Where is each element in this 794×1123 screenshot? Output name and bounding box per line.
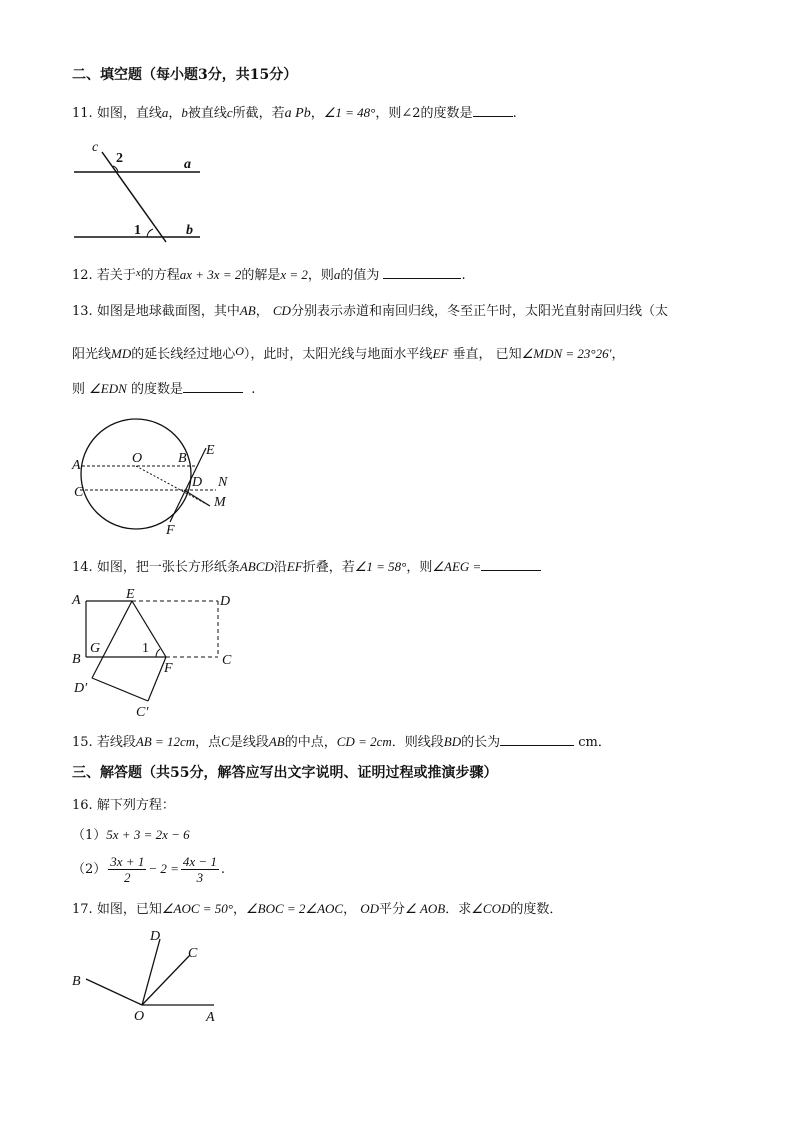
numerator: 3x + 1 [110,854,145,869]
segment-ab-length: AB = 12cm [135,734,196,749]
fold-line-ef: EF [286,559,303,574]
question-text: 折叠，若 [302,560,355,575]
question-text: 若关于 [96,268,136,283]
label-A: A [72,458,81,473]
question-text: 如图，把一张长方形纸条 [96,560,240,575]
question-text: 的长为 [461,735,501,750]
question-end: . [461,268,466,283]
label-O: O [134,1009,145,1024]
angle-boc: ∠BOC = 2∠AOC [246,901,344,916]
var-c: c [226,105,233,120]
label-D: D [220,594,231,609]
label-E: E [206,443,215,458]
question-number: 17. [72,902,93,917]
question-text: 的方程 [140,268,180,283]
question-17 [72,900,562,919]
label-E: E [126,587,135,602]
question-text: 则 [72,382,86,397]
question-text: ．则线段 [391,735,444,750]
label-B: B [72,974,81,989]
solution: x = 2 [280,267,308,282]
question-text: 的中点， [284,735,337,750]
edge-dprime-cprime [92,678,148,701]
segment-cd-length: CD = 2cm [336,734,392,749]
label-angle-2: 2 [116,151,123,166]
label-D-prime: D′ [74,681,88,696]
separator: ， [168,106,182,121]
question-text: ， [611,347,625,362]
point-o: O [235,344,244,358]
segment-md: MD [111,346,132,361]
label-F: F [166,523,175,538]
question-text: ， [255,304,269,319]
question-text: 如图是地球截面图，其中 [96,304,240,319]
angle-given: ∠1 = 48° [323,105,376,120]
equation-middle: − 2 = [148,861,179,876]
label-C-prime: C′ [136,705,149,720]
segment-ef: EF [432,346,449,361]
answer-blank[interactable] [473,104,513,117]
fraction-right [181,854,219,885]
question-text: 所截，若 [232,106,285,121]
segment-bd: BD [443,734,462,749]
edge-ed-prime [92,601,132,678]
question-11 [72,104,517,123]
question-text: 解下列方程： [96,798,175,813]
fold-line-ef [132,601,166,657]
question-text: 的延长线经过地心 [131,347,236,362]
section-title-fill-blank: 二、填空题（每小题3分，共15分） [72,67,298,83]
segment-ab: AB [239,303,256,318]
var-a: a [161,105,169,120]
question-text: 沿 [273,560,287,575]
question-15 [72,733,611,752]
angle-given: ∠MDN = 23°26′ [521,346,612,361]
rectangle-abcd: ABCD [239,559,274,574]
angle-1-arc [147,229,153,237]
question-end: . [251,382,256,397]
sun-ray-md [184,490,210,506]
question-text: 如图，直线 [96,106,162,121]
parallel-expression: a Pb [284,106,311,121]
question-text: 被直线 [187,106,227,121]
question-number: 12. [72,268,93,283]
answer-blank[interactable] [500,733,574,746]
label-F: F [164,661,173,676]
label-D: D [192,475,203,490]
question-text: ，则 [406,560,433,575]
question-14 [72,558,541,577]
question-text: ．求 [445,902,472,917]
label-A: A [72,593,81,608]
var-x: x [135,267,141,279]
label-B: B [72,652,81,667]
label-a: a [184,157,191,172]
label-angle-1: 1 [142,641,149,656]
question-text: 分别表示赤道和南回归线，冬至正午时，太阳光直射南回归线（太 [290,304,668,319]
label-B: B [178,451,187,466]
question-text: 的值为 [340,268,380,283]
equation: 5x + 3 = 2x − 6 [106,827,190,842]
question-text: ，点 [195,735,222,750]
question-16-part-1 [72,826,190,845]
segment-ab: AB [268,734,285,749]
question-text: 的度数是 [130,382,183,397]
question-number: 11. [72,106,93,121]
label-N: N [218,475,228,490]
var-a: a [333,267,341,282]
answer-blank[interactable] [481,558,541,571]
figure-parallel-lines [70,138,210,248]
angle-aoc: ∠AOC = 50° [161,901,233,916]
question-text: 的度数． [510,902,563,917]
question-text: 如图，已知 [96,902,162,917]
question-text: 平分 [379,902,406,917]
question-13-line-1 [72,302,668,321]
question-end: . [512,106,517,121]
label-b: b [186,223,193,238]
numerator: 4x − 1 [182,854,217,869]
question-16 [72,797,175,815]
question-text: 的解是 [241,268,281,283]
angle-given: ∠1 = 58° [354,559,407,574]
label-c: c [92,140,99,155]
question-text: ，则∠2的度数是 [375,106,473,121]
question-end: . [220,862,226,877]
segment-cd: CD [272,303,291,318]
answer-blank[interactable] [183,380,243,393]
question-text: 垂直， 已知 [452,347,522,362]
var-b: b [181,105,188,120]
label-angle-1: 1 [134,223,141,238]
question-number: 15. [72,735,93,750]
denominator: 2 [124,870,131,885]
ray-od: OD [360,901,380,916]
question-number: 14. [72,560,93,575]
question-text: 阳光线 [72,347,112,362]
question-text: 是线段 [229,735,269,750]
unit: cm [578,735,598,750]
label-C: C [222,653,232,668]
angle-cod: ∠COD [471,901,511,916]
question-text: ， [310,106,324,121]
part-label: （1） [72,828,107,843]
question-text: 若线段 [96,735,136,750]
point-c: C [221,734,230,749]
question-text: ， [232,902,246,917]
figure-folded-rectangle [70,588,240,723]
question-number: 13. [72,304,93,319]
label-G: G [90,641,101,656]
angle-edn: ∠EDN [89,381,127,396]
part-label: （2） [72,862,107,877]
label-O: O [132,451,143,466]
figure-angles [70,925,230,1030]
question-13-line-3 [72,380,255,399]
section-title-solutions: 三、解答题（共55分，解答应写出文字说明、证明过程或推演步骤） [72,765,498,781]
angle-1-arc [156,649,160,657]
label-C: C [74,485,84,500]
question-text: ），此时，太阳光线与地面水平线 [243,347,433,362]
angle-aob: ∠ AOB [405,901,446,916]
question-12 [72,264,466,285]
ray-ob [86,979,142,1005]
question-end: ． [597,735,611,750]
label-C: C [188,946,198,961]
question-number: 16. [72,798,93,813]
question-text: ，则 [307,268,334,283]
question-16-part-2 [72,853,225,886]
question-13-line-2 [72,342,624,364]
label-A: A [206,1010,215,1025]
label-M: M [214,495,226,510]
answer-blank[interactable] [383,266,461,279]
angle-aeg: ∠AEG = [432,559,482,574]
fraction-left [108,854,146,885]
equation: ax + 3x = 2 [179,267,242,282]
label-D: D [150,929,161,944]
question-text: ， [343,902,357,917]
denominator: 3 [196,870,204,885]
figure-earth-cross-section [70,410,240,540]
